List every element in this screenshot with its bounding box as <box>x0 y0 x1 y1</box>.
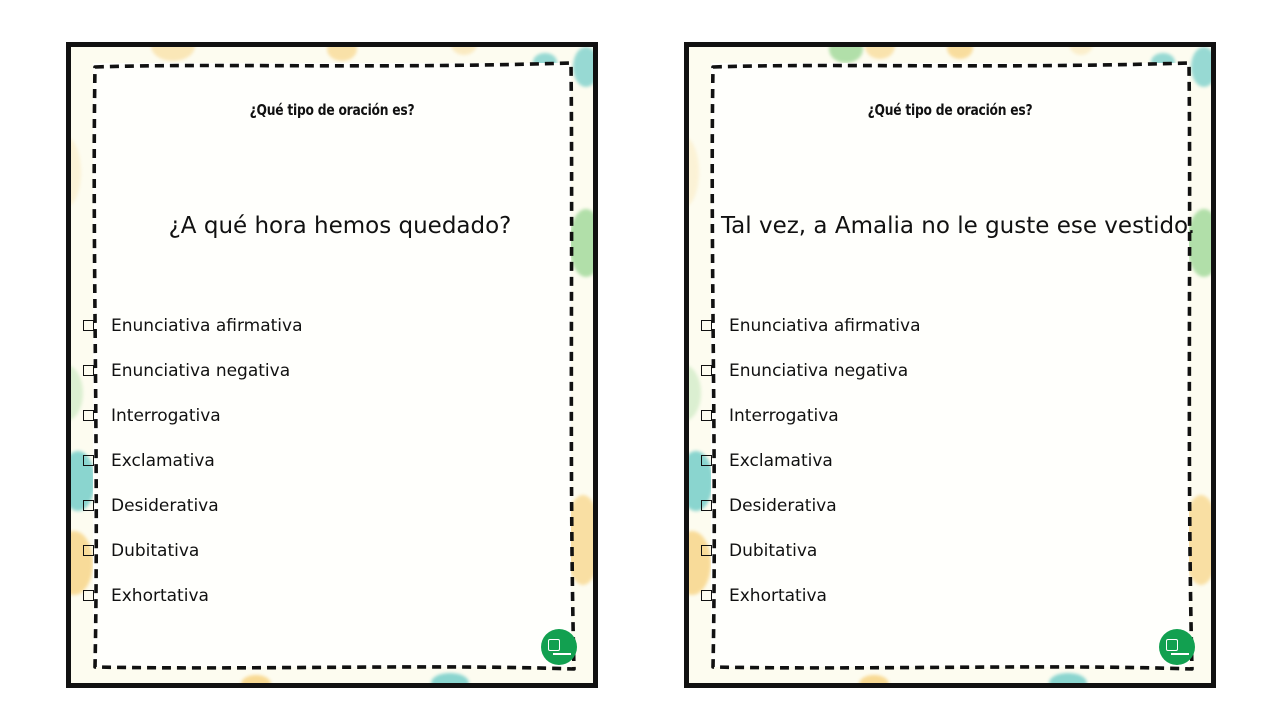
question-title: ¿Qué tipo de oración es? <box>867 101 1033 119</box>
option-label: Desiderativa <box>111 495 219 516</box>
green-circle-logo-icon <box>541 629 577 665</box>
option-label: Desiderativa <box>729 495 837 516</box>
checkbox-icon[interactable] <box>701 500 712 511</box>
option-label: Exhortativa <box>729 585 827 606</box>
question-title: ¿Qué tipo de oración es? <box>249 101 415 119</box>
option-item[interactable] <box>701 573 920 618</box>
option-label: Interrogativa <box>729 405 839 426</box>
quiz-card-1 <box>66 42 598 688</box>
option-label: Enunciativa afirmativa <box>729 315 921 336</box>
option-item[interactable] <box>701 348 920 393</box>
option-item[interactable] <box>701 303 920 348</box>
option-item[interactable] <box>701 528 920 573</box>
option-item[interactable] <box>83 348 302 393</box>
option-item[interactable] <box>83 528 302 573</box>
option-item[interactable] <box>701 483 920 528</box>
option-label: Enunciativa negativa <box>729 360 909 381</box>
option-item[interactable] <box>83 483 302 528</box>
option-label: Exclamativa <box>729 450 833 471</box>
checkbox-icon[interactable] <box>83 455 94 466</box>
option-list <box>701 303 920 618</box>
checkbox-icon[interactable] <box>83 365 94 376</box>
checkbox-icon[interactable] <box>83 410 94 421</box>
checkbox-icon[interactable] <box>83 500 94 511</box>
option-item[interactable] <box>83 303 302 348</box>
option-item[interactable] <box>701 393 920 438</box>
option-label: Enunciativa afirmativa <box>111 315 303 336</box>
checkbox-icon[interactable] <box>701 410 712 421</box>
option-item[interactable] <box>83 573 302 618</box>
option-label: Enunciativa negativa <box>111 360 291 381</box>
checkbox-icon[interactable] <box>701 590 712 601</box>
option-label: Exclamativa <box>111 450 215 471</box>
pencil-box-icon <box>1166 639 1178 651</box>
option-label: Dubitativa <box>729 540 818 561</box>
sentence-text: Tal vez, a Amalia no le guste ese vestido. <box>720 213 1196 239</box>
option-label: Interrogativa <box>111 405 221 426</box>
checkbox-icon[interactable] <box>83 590 94 601</box>
checkbox-icon[interactable] <box>83 545 94 556</box>
option-list <box>83 303 302 618</box>
checkbox-icon[interactable] <box>701 455 712 466</box>
logo-bar <box>1171 653 1189 655</box>
option-item[interactable] <box>83 393 302 438</box>
option-item[interactable] <box>83 438 302 483</box>
option-label: Dubitativa <box>111 540 200 561</box>
pencil-box-icon <box>548 639 560 651</box>
green-circle-logo-icon <box>1159 629 1195 665</box>
checkbox-icon[interactable] <box>701 320 712 331</box>
logo-bar <box>553 653 571 655</box>
option-item[interactable] <box>701 438 920 483</box>
quiz-card-2 <box>684 42 1216 688</box>
option-label: Exhortativa <box>111 585 209 606</box>
checkbox-icon[interactable] <box>701 365 712 376</box>
sentence-text: ¿A qué hora hemos quedado? <box>168 213 512 239</box>
checkbox-icon[interactable] <box>83 320 94 331</box>
checkbox-icon[interactable] <box>701 545 712 556</box>
